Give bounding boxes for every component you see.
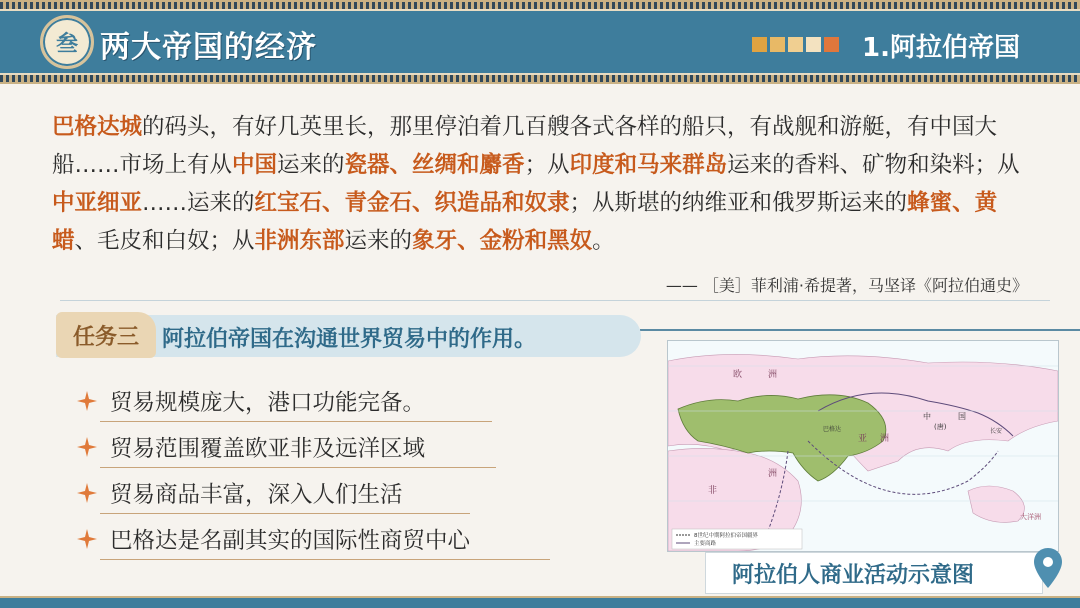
trade-map bbox=[667, 340, 1059, 552]
bullet-underline bbox=[100, 467, 496, 468]
task-tag: 任务三 bbox=[56, 312, 156, 358]
sparkle-icon bbox=[76, 390, 98, 412]
quote-text bbox=[52, 108, 1042, 260]
bullet-text: 巴格达是名副其实的国际性商贸中心 bbox=[110, 528, 471, 554]
quote-segment: ；从斯堪的纳维亚和俄罗斯运来的 bbox=[569, 190, 908, 216]
bullet-underline bbox=[100, 559, 550, 560]
quote-segment: ；从 bbox=[524, 152, 570, 178]
quote-source: —— ［美］菲利浦·希提著，马坚译《阿拉伯通史》 bbox=[665, 276, 1028, 295]
quote-highlight: 中亚细亚 bbox=[52, 190, 143, 216]
map-label: 亚 bbox=[858, 434, 868, 444]
map-label: 欧 bbox=[733, 370, 743, 380]
quote-highlight: 红宝石、青金石、织造品和奴隶 bbox=[254, 190, 570, 216]
location-pin-icon bbox=[1034, 548, 1062, 588]
quote-highlight: 非洲东部 bbox=[254, 228, 345, 254]
footer-line bbox=[0, 598, 1080, 608]
list-item bbox=[76, 516, 470, 562]
quote-segment: 、毛皮和白奴；从 bbox=[74, 228, 255, 254]
sparkle-icon bbox=[76, 436, 98, 458]
square-1 bbox=[752, 37, 767, 52]
decorative-squares bbox=[752, 37, 839, 52]
bullet-text: 贸易规模庞大，港口功能完备。 bbox=[110, 390, 426, 416]
quote-highlight: 瓷器、丝绸和麝香 bbox=[344, 152, 525, 178]
square-3 bbox=[788, 37, 803, 52]
header-band bbox=[0, 0, 1080, 84]
header-stripe-bottom bbox=[0, 75, 1080, 82]
bullet-underline bbox=[100, 421, 492, 422]
bullet-underline bbox=[100, 513, 470, 514]
quote-highlight: 巴格达城 bbox=[52, 114, 143, 140]
section-title: 两大帝国的经济 bbox=[100, 30, 317, 65]
list-item bbox=[76, 424, 470, 470]
map-label: 国 bbox=[958, 412, 966, 421]
square-4 bbox=[806, 37, 821, 52]
square-5 bbox=[824, 37, 839, 52]
map-label: 长安 bbox=[990, 428, 1003, 435]
map-legend bbox=[672, 529, 802, 549]
map-label: 洲 bbox=[768, 469, 778, 479]
task-text: 阿拉伯帝国在沟通世界贸易中的作用。 bbox=[162, 327, 537, 352]
quote-segment: 。 bbox=[592, 228, 615, 254]
header-stripe-top bbox=[0, 2, 1080, 9]
map-label: (唐) bbox=[934, 423, 947, 431]
bullet-text: 贸易范围覆盖欧亚非及远洋区域 bbox=[110, 436, 426, 462]
quote-segment: ……运来的 bbox=[142, 190, 255, 216]
map-drawing bbox=[668, 341, 1058, 551]
map-caption: 阿拉伯人商业活动示意图 bbox=[732, 563, 975, 588]
quote-segment: 运来的 bbox=[344, 228, 413, 254]
legend-item: 8世纪中期阿拉伯帝国疆界 bbox=[694, 533, 759, 539]
map-label: 非 bbox=[708, 486, 718, 496]
square-2 bbox=[770, 37, 785, 52]
section-seal-icon: 叁 bbox=[40, 15, 94, 69]
map-label: 巴格达 bbox=[823, 426, 842, 433]
list-item bbox=[76, 470, 470, 516]
list-item bbox=[76, 378, 470, 424]
bullet-list bbox=[76, 378, 470, 562]
sparkle-icon bbox=[76, 482, 98, 504]
legend-item: 主要商路 bbox=[694, 541, 717, 547]
map-label: 洲 bbox=[880, 434, 890, 444]
task-rule bbox=[640, 329, 1080, 331]
bullet-text: 贸易商品丰富，深入人们生活 bbox=[110, 482, 403, 508]
map-label: 中 bbox=[923, 412, 931, 421]
quote-highlight: 印度和马来群岛 bbox=[569, 152, 728, 178]
map-label: 洲 bbox=[768, 370, 778, 380]
quote-highlight: 象牙、金粉和黑奴 bbox=[412, 228, 593, 254]
quote-highlight: 中国 bbox=[232, 152, 278, 178]
map-label: 大洋洲 bbox=[1020, 513, 1041, 521]
sub-title: 1.阿拉伯帝国 bbox=[862, 33, 1020, 63]
quote-highlight: 蜂蜜、黄蜡 bbox=[52, 190, 998, 254]
quote-segment: 运来的 bbox=[277, 152, 345, 178]
quote-segment: 的码头，有好几英里长，那里停泊着几百艘各式各样的船只，有战舰和游艇，有中国大船……市场上有从 bbox=[52, 114, 998, 178]
divider bbox=[60, 300, 1050, 301]
quote-segment: 运来的香料、矿物和染料；从 bbox=[727, 152, 1020, 178]
sparkle-icon bbox=[76, 528, 98, 550]
